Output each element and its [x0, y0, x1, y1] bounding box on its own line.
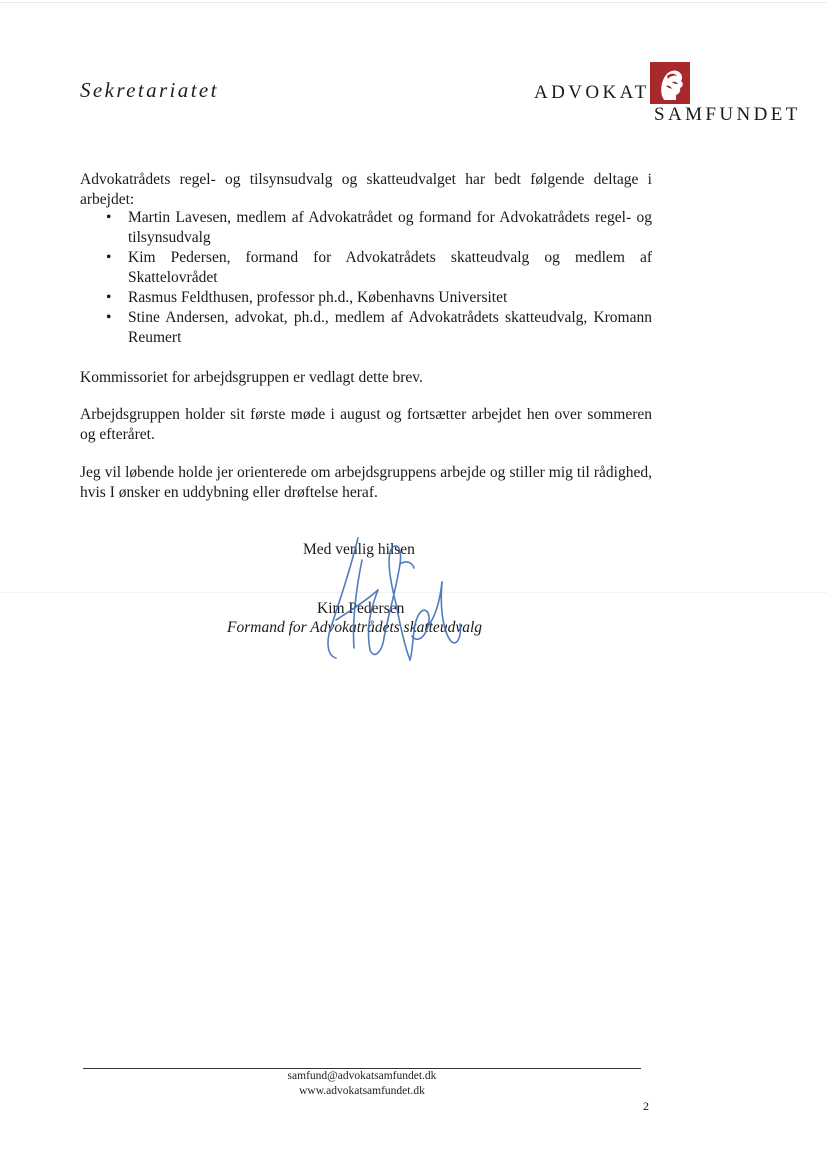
- logo-word-advokat: ADVOKAT: [534, 82, 650, 103]
- signer-title: Formand for Advokatrådets skatteudvalg: [227, 619, 483, 636]
- department-name: Sekretariatet: [80, 78, 219, 102]
- participant-text: Kim Pedersen, formand for Advokatrådets skatteudvalg og medlem af Skattelovrådet: [128, 249, 652, 286]
- footer-website: www.advokatsamfundet.dk: [299, 1085, 425, 1097]
- meeting-paragraph: Arbejdsgruppen holder sit første møde i august og fortsætter arbejdet hen over sommeren og efteråret.: [80, 406, 652, 443]
- list-item: [80, 288, 652, 308]
- scan-artifact: [0, 2, 827, 3]
- bullet-icon: •: [106, 309, 112, 326]
- bullet-icon: •: [106, 289, 112, 306]
- logo-emblem-icon: [650, 62, 690, 104]
- update-paragraph: Jeg vil løbende holde jer orienterede om arbejdsgruppens arbejde og stiller mig til rådighed, hvis I ønsker en uddybning eller drøftelse heraf.: [80, 464, 652, 501]
- commission-paragraph: Kommissoriet for arbejdsgruppen er vedlagt dette brev.: [80, 369, 423, 386]
- advokatsamfundet-logo: [534, 62, 804, 128]
- participant-text: Martin Lavesen, medlem af Advokatrådet og formand for Advokatrådets regel- og tilsynsudvalg: [128, 209, 652, 246]
- list-item: [80, 208, 652, 248]
- participant-list: [80, 208, 652, 348]
- list-item: [80, 248, 652, 288]
- page-number: 2: [643, 1099, 649, 1113]
- handwritten-signature: [300, 520, 480, 670]
- participant-text: Rasmus Feldthusen, professor ph.d., Københavns Universitet: [128, 289, 508, 306]
- signer-name: Kim Pedersen: [317, 600, 405, 617]
- intro-paragraph: Advokatrådets regel- og tilsynsudvalg og skatteudvalget har bedt følgende deltage i arbejdet:: [80, 171, 652, 208]
- logo-word-samfundet: SAMFUNDET: [654, 104, 801, 125]
- closing-greeting: Med venlig hilsen: [303, 541, 415, 558]
- bullet-icon: •: [106, 209, 112, 226]
- list-item: [80, 308, 652, 348]
- bullet-icon: •: [106, 249, 112, 266]
- footer-email: samfund@advokatsamfundet.dk: [287, 1070, 437, 1082]
- participant-text: Stine Andersen, advokat, ph.d., medlem af Advokatrådets skatteudvalg, Kromann Reumert: [128, 309, 652, 346]
- footer-divider: [83, 1068, 641, 1069]
